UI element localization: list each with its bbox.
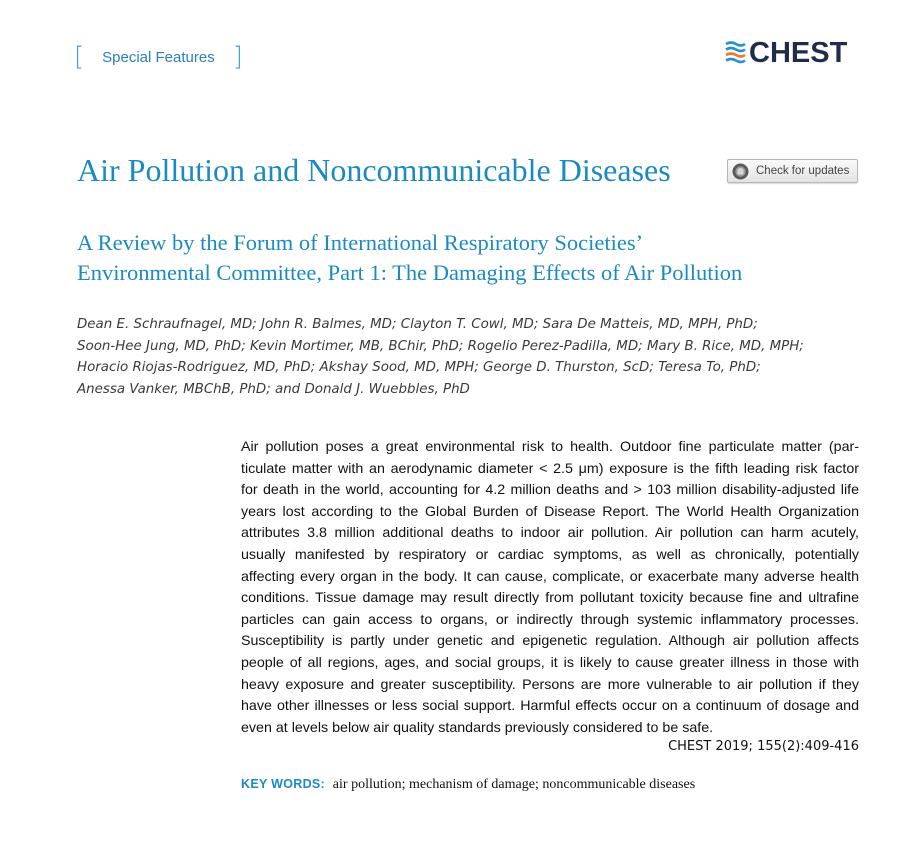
abstract (241, 437, 859, 739)
abstract-line: have other illnesses or less social support. Harmful effects occur on a continuum of dosage and (241, 698, 859, 715)
update-badge-icon (732, 163, 749, 180)
keywords (241, 776, 695, 793)
citation: CHEST 2019; 155(2):409-416 (668, 739, 859, 754)
author-line: Anessa Vanker, MBChB, PhD; and Donald J. Wuebbles, PhD (77, 381, 470, 397)
author-line: Horacio Riojas-Rodriguez, MD, PhD; Akshay Sood, MD, MPH; George D. Thurston, ScD; Teresa To, PhD; (77, 360, 761, 376)
keywords-text: air pollution; mechanism of damage; noncommunicable diseases (332, 777, 696, 792)
abstract-line: usually manifested by respiratory or cardiac symptoms, as well as chronically, potentially (241, 546, 859, 563)
section-bracket-open: [ (74, 42, 85, 72)
author-line: Soon-Hee Jung, MD, PhD; Kevin Mortimer, MB, BChir, PhD; Rogelio Perez-Padilla, MD; Mary B. Rice, MD, MPH; (77, 338, 804, 354)
keywords-label: KEY WORDS: (241, 777, 326, 791)
abstract-line: affecting every organ in the body. It can cause, complicate, or exacerbate many adverse health (241, 568, 859, 585)
abstract-line: for death in the world, accounting for 4.2 million deaths and > 103 million disability-adjusted life (241, 482, 859, 499)
abstract-line: Susceptibility is partly under genetic and epigenetic regulation. Although air pollution affects (241, 633, 859, 650)
abstract-line: heavy exposure and greater susceptibility. Persons are more vulnerable to air pollution if they (241, 676, 859, 693)
article-title: Air Pollution and Noncommunicable Diseases (77, 152, 671, 188)
abstract-line: conditions. Tissue damage may result directly from pollutant toxicity because fine and ultrafine (241, 590, 859, 607)
check-for-updates-label: Check for updates (756, 165, 850, 177)
author-list (77, 314, 837, 400)
article-subtitle (77, 228, 877, 287)
chest-logo-mark-icon (724, 40, 746, 66)
section-tag (74, 42, 243, 72)
subtitle-line: Environmental Committee, Part 1: The Damaging Effects of Air Pollution (77, 259, 743, 285)
check-for-updates-button[interactable] (727, 159, 858, 183)
journal-logo (724, 37, 847, 69)
journal-logo-text: CHEST (749, 37, 848, 69)
abstract-line: Air pollution poses a great environmental risk to health. Outdoor fine particulate matter (par- (241, 439, 859, 455)
subtitle-line: A Review by the Forum of International Respiratory Societies’ (77, 230, 644, 255)
abstract-line: attributes 3.8 million additional deaths to indoor air pollution. Air pollution can harm acutely, (241, 525, 859, 542)
abstract-line: particles can gain access to organs, or indirectly through systemic inflammatory processes. (241, 611, 859, 628)
abstract-line: ticulate matter with an aerodynamic diameter < 2.5 μm) exposure is the fifth leading risk factor (241, 460, 859, 477)
abstract-line: even at levels below air quality standards previously considered to be safe. (241, 719, 714, 736)
abstract-line: people of all regions, ages, and social groups, it is likely to cause greater illness in those with (241, 654, 859, 671)
abstract-line: years lost according to the Global Burden of Disease Report. The World Health Organization (241, 503, 859, 520)
section-label: Special Features (102, 48, 215, 66)
author-line: Dean E. Schraufnagel, MD; John R. Balmes, MD; Clayton T. Cowl, MD; Sara De Matteis, MD, MPH, PhD; (77, 317, 758, 332)
section-bracket-close: ] (232, 42, 243, 72)
